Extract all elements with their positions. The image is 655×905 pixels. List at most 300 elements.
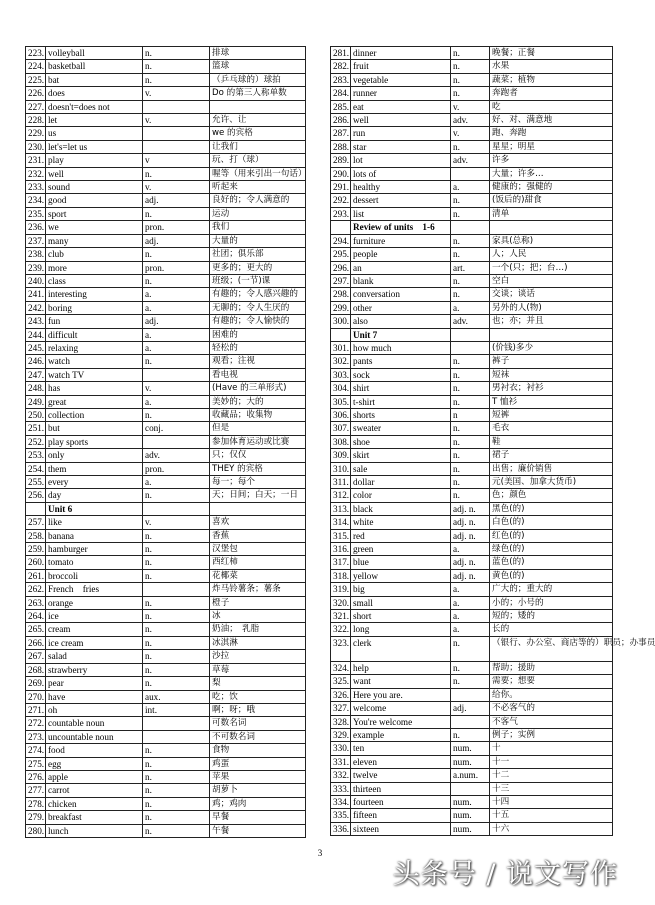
entry-meaning: 大量；许多… <box>490 167 613 180</box>
entry-word: boring <box>46 301 143 314</box>
vocab-row <box>331 636 613 661</box>
entry-number: 289. <box>331 154 351 167</box>
entry-number: 254. <box>26 462 46 475</box>
entry-number: 285. <box>331 100 351 113</box>
entry-number: 299. <box>331 301 351 314</box>
entry-word: eat <box>351 100 451 113</box>
entry-part-of-speech: n. <box>143 650 210 663</box>
entry-number: 290. <box>331 167 351 180</box>
entry-part-of-speech <box>143 127 210 140</box>
entry-meaning: 鸡蛋 <box>210 757 306 770</box>
entry-number: 331. <box>331 755 351 768</box>
section-heading-row <box>331 221 613 234</box>
entry-meaning: 午餐 <box>210 824 306 837</box>
entry-number: 227. <box>26 100 46 113</box>
entry-word: also <box>351 315 451 328</box>
vocab-row <box>26 610 306 623</box>
entry-meaning: 啊；呀；哦 <box>210 703 306 716</box>
vocab-row <box>331 688 613 701</box>
entry-word: star <box>351 140 451 153</box>
entry-part-of-speech: n. <box>451 73 490 86</box>
entry-part-of-speech: n. <box>143 167 210 180</box>
vocab-row <box>331 596 613 609</box>
entry-meaning: 喜欢 <box>210 516 306 529</box>
entry-meaning: 观看；注视 <box>210 355 306 368</box>
entry-part-of-speech <box>451 341 490 354</box>
entry-meaning: 苹果 <box>210 770 306 783</box>
entry-word: sweater <box>351 422 451 435</box>
entry-word: carrot <box>46 784 143 797</box>
entry-part-of-speech: n. <box>451 462 490 475</box>
vocab-row <box>331 769 613 782</box>
vocab-row <box>26 543 306 556</box>
entry-part-of-speech: adj. n. <box>451 516 490 529</box>
entry-part-of-speech: n. <box>451 355 490 368</box>
vocab-row <box>26 100 306 113</box>
entry-number: 305. <box>331 395 351 408</box>
entry-meaning: 奔跑者 <box>490 87 613 100</box>
entry-part-of-speech <box>451 221 490 234</box>
vocab-row <box>331 194 613 207</box>
vocab-row <box>331 502 613 515</box>
entry-part-of-speech: n. <box>143 770 210 783</box>
entry-word: let <box>46 114 143 127</box>
entry-meaning: 玩、打（球） <box>210 154 306 167</box>
vocab-row <box>26 315 306 328</box>
entry-word: runner <box>351 87 451 100</box>
entry-number: 332. <box>331 769 351 782</box>
entry-meaning: 社团；俱乐部 <box>210 248 306 261</box>
entry-part-of-speech: n. <box>143 811 210 824</box>
entry-word: good <box>46 194 143 207</box>
entry-part-of-speech: adv. <box>451 114 490 127</box>
entry-part-of-speech: v. <box>143 114 210 127</box>
entry-meaning: T 恤衫 <box>490 395 613 408</box>
entry-meaning: 也；亦；并且 <box>490 315 613 328</box>
entry-number: 258. <box>26 529 46 542</box>
vocab-row <box>26 154 306 167</box>
entry-part-of-speech: n. <box>451 476 490 489</box>
vocab-row <box>331 248 613 261</box>
entry-meaning <box>490 328 613 341</box>
entry-part-of-speech: aux. <box>143 690 210 703</box>
vocab-row <box>26 663 306 676</box>
entry-meaning: 晚餐；正餐 <box>490 47 613 60</box>
entry-number: 235. <box>26 207 46 220</box>
entry-meaning: 沙拉 <box>210 650 306 663</box>
entry-meaning: 花椰菜 <box>210 569 306 582</box>
entry-part-of-speech <box>451 167 490 180</box>
entry-meaning: 草莓 <box>210 663 306 676</box>
entry-number: 272. <box>26 717 46 730</box>
vocab-row <box>26 811 306 824</box>
entry-word: play sports <box>46 435 143 448</box>
entry-meaning: 星星；明星 <box>490 140 613 153</box>
entry-part-of-speech: n. <box>451 248 490 261</box>
vocab-row <box>331 408 613 421</box>
vocab-row <box>26 569 306 582</box>
entry-part-of-speech: num. <box>451 795 490 808</box>
entry-meaning: 男衬衣；衬衫 <box>490 382 613 395</box>
vocab-row <box>26 449 306 462</box>
vocab-row <box>331 449 613 462</box>
entry-part-of-speech: n. <box>143 784 210 797</box>
entry-part-of-speech: a. <box>451 301 490 314</box>
entry-number: 329. <box>331 728 351 741</box>
entry-word: pear <box>46 677 143 690</box>
entry-word: but <box>46 422 143 435</box>
entry-number: 295. <box>331 248 351 261</box>
entry-word: healthy <box>351 181 451 194</box>
entry-meaning: 可数名词 <box>210 717 306 730</box>
entry-word: day <box>46 489 143 502</box>
entry-word: many <box>46 234 143 247</box>
entry-meaning: 炸马铃薯条；薯条 <box>210 583 306 596</box>
entry-word: t-shirt <box>351 395 451 408</box>
entry-number: 287. <box>331 127 351 140</box>
vocab-row <box>331 795 613 808</box>
entry-part-of-speech: n. <box>143 797 210 810</box>
vocab-row <box>331 274 613 287</box>
entry-meaning: 班级；(一节)课 <box>210 274 306 287</box>
entry-word: how much <box>351 341 451 354</box>
entry-word: Here you are. <box>351 688 451 701</box>
entry-meaning: 绿色(的) <box>490 543 613 556</box>
entry-word: countable noun <box>46 717 143 730</box>
entry-meaning: 早餐 <box>210 811 306 824</box>
entry-word: green <box>351 543 451 556</box>
entry-word: watch <box>46 355 143 368</box>
entry-meaning: 毛衣 <box>490 422 613 435</box>
entry-part-of-speech: n. <box>143 207 210 220</box>
entry-word: well <box>351 114 451 127</box>
entry-number: 276. <box>26 770 46 783</box>
entry-word: big <box>351 583 451 596</box>
entry-meaning: 蓝色(的) <box>490 556 613 569</box>
entry-number: 237. <box>26 234 46 247</box>
vocab-row <box>26 757 306 770</box>
entry-meaning: 十四 <box>490 795 613 808</box>
vocab-row <box>331 661 613 674</box>
entry-number: 304. <box>331 382 351 395</box>
entry-meaning: 运动 <box>210 207 306 220</box>
vocab-row <box>331 140 613 153</box>
entry-part-of-speech: n. <box>143 744 210 757</box>
entry-meaning: 西红柿 <box>210 556 306 569</box>
entry-meaning: 吃；饮 <box>210 690 306 703</box>
entry-part-of-speech: n. <box>143 408 210 421</box>
entry-word: basketball <box>46 60 143 73</box>
entry-word: blue <box>351 556 451 569</box>
vocab-row <box>26 596 306 609</box>
vocab-row <box>331 87 613 100</box>
entry-meaning: 许多 <box>490 154 613 167</box>
entry-part-of-speech: num. <box>451 809 490 822</box>
entry-word: You're welcome <box>351 715 451 728</box>
entry-word: other <box>351 301 451 314</box>
entry-word: yellow <box>351 569 451 582</box>
vocab-row <box>26 127 306 140</box>
entry-part-of-speech: v. <box>451 127 490 140</box>
entry-part-of-speech: v. <box>143 516 210 529</box>
entry-number: 298. <box>331 288 351 301</box>
entry-word: only <box>46 449 143 462</box>
vocab-row <box>331 154 613 167</box>
entry-part-of-speech: num. <box>451 822 490 835</box>
entry-number: 314. <box>331 516 351 529</box>
entry-word: clerk <box>351 636 451 661</box>
entry-word: conversation <box>351 288 451 301</box>
entry-meaning: 红色(的) <box>490 529 613 542</box>
entry-meaning: 看电视 <box>210 368 306 381</box>
entry-number: 336. <box>331 822 351 835</box>
entry-number: 317. <box>331 556 351 569</box>
entry-word: broccoli <box>46 569 143 582</box>
entry-number: 230. <box>26 140 46 153</box>
entry-word: skirt <box>351 449 451 462</box>
entry-part-of-speech: a. <box>143 328 210 341</box>
entry-part-of-speech: n. <box>451 87 490 100</box>
entry-meaning: 让我们 <box>210 140 306 153</box>
entry-number: 302. <box>331 355 351 368</box>
entry-number: 288. <box>331 140 351 153</box>
entry-part-of-speech: pron. <box>143 221 210 234</box>
entry-part-of-speech: n. <box>143 489 210 502</box>
entry-meaning: 良好的；令人满意的 <box>210 194 306 207</box>
entry-word: great <box>46 395 143 408</box>
entry-word: small <box>351 596 451 609</box>
entry-number: 271. <box>26 703 46 716</box>
entry-word: vegetable <box>351 73 451 86</box>
vocab-row <box>26 261 306 274</box>
entry-meaning: 奶油； 乳脂 <box>210 623 306 636</box>
entry-word: run <box>351 127 451 140</box>
entry-number: 315. <box>331 529 351 542</box>
vocab-row <box>331 47 613 60</box>
entry-part-of-speech: n. <box>451 194 490 207</box>
entry-part-of-speech: n. <box>451 140 490 153</box>
entry-part-of-speech: n. <box>451 288 490 301</box>
entry-word: ice cream <box>46 636 143 649</box>
entry-number: 243. <box>26 315 46 328</box>
entry-number: 300. <box>331 315 351 328</box>
vocab-row <box>26 623 306 636</box>
entry-word: long <box>351 623 451 636</box>
entry-number: 250. <box>26 408 46 421</box>
entry-meaning: 十六 <box>490 822 613 835</box>
vocab-row <box>26 516 306 529</box>
entry-meaning: 吃 <box>490 100 613 113</box>
entry-part-of-speech: adj. <box>143 315 210 328</box>
page-number: 3 <box>317 848 323 858</box>
entry-number: 255. <box>26 476 46 489</box>
entry-number: 312. <box>331 489 351 502</box>
entry-number: 263. <box>26 596 46 609</box>
entry-part-of-speech <box>143 368 210 381</box>
entry-word: we <box>46 221 143 234</box>
entry-number: 321. <box>331 610 351 623</box>
entry-meaning: 不必客气的 <box>490 702 613 715</box>
entry-meaning: 家具(总称) <box>490 234 613 247</box>
entry-word: salad <box>46 650 143 663</box>
entry-number: 283. <box>331 73 351 86</box>
entry-meaning: 健康的；强健的 <box>490 181 613 194</box>
vocab-row <box>26 744 306 757</box>
entry-word: Unit 6 <box>46 502 143 515</box>
entry-number: 236. <box>26 221 46 234</box>
entry-number: 286. <box>331 114 351 127</box>
entry-word: list <box>351 207 451 220</box>
entry-word: ten <box>351 742 451 755</box>
entry-number: 260. <box>26 556 46 569</box>
entry-word: furniture <box>351 234 451 247</box>
entry-number: 311. <box>331 476 351 489</box>
vocab-row <box>331 516 613 529</box>
entry-part-of-speech: n. <box>143 596 210 609</box>
entry-word: twelve <box>351 769 451 782</box>
vocab-row <box>26 717 306 730</box>
vocab-row <box>331 60 613 73</box>
entry-meaning: 交谈；谈话 <box>490 288 613 301</box>
entry-number: 267. <box>26 650 46 663</box>
vocab-row <box>331 742 613 755</box>
entry-meaning: 轻松的 <box>210 341 306 354</box>
entry-meaning <box>490 221 613 234</box>
entry-meaning: we 的宾格 <box>210 127 306 140</box>
entry-part-of-speech: n. <box>143 677 210 690</box>
entry-number: 330. <box>331 742 351 755</box>
entry-word: help <box>351 661 451 674</box>
entry-meaning: 好、对、满意地 <box>490 114 613 127</box>
vocab-row <box>26 288 306 301</box>
entry-word: fifteen <box>351 809 451 822</box>
entry-meaning: 十二 <box>490 769 613 782</box>
entry-meaning: 冰淇淋 <box>210 636 306 649</box>
entry-word: white <box>351 516 451 529</box>
entry-number: 303. <box>331 368 351 381</box>
vocab-row <box>26 784 306 797</box>
vocab-row <box>26 301 306 314</box>
entry-number: 259. <box>26 543 46 556</box>
entry-word: sale <box>351 462 451 475</box>
vocab-row <box>331 543 613 556</box>
entry-word: have <box>46 690 143 703</box>
vocab-row <box>26 422 306 435</box>
vocab-row <box>26 341 306 354</box>
entry-word: sock <box>351 368 451 381</box>
entry-part-of-speech: art. <box>451 261 490 274</box>
vocab-row <box>26 114 306 127</box>
entry-meaning: 食物 <box>210 744 306 757</box>
entry-part-of-speech <box>451 328 490 341</box>
entry-meaning: 不客气 <box>490 715 613 728</box>
entry-word: people <box>351 248 451 261</box>
watermark-text: 头条号 / 说文写作 <box>392 859 618 890</box>
entry-number: 231. <box>26 154 46 167</box>
entry-meaning: 黑色(的) <box>490 502 613 515</box>
vocab-row <box>331 583 613 596</box>
vocab-row <box>331 355 613 368</box>
entry-meaning: 收藏品；收集物 <box>210 408 306 421</box>
entry-meaning: 十三 <box>490 782 613 795</box>
vocab-row <box>331 167 613 180</box>
entry-part-of-speech: int. <box>143 703 210 716</box>
entry-word: oh <box>46 703 143 716</box>
entry-part-of-speech: n. <box>451 661 490 674</box>
entry-meaning: 例子；实例 <box>490 728 613 741</box>
entry-word: tomato <box>46 556 143 569</box>
entry-part-of-speech <box>143 730 210 743</box>
entry-word: lunch <box>46 824 143 837</box>
entry-number <box>331 328 351 341</box>
entry-part-of-speech: adj. <box>143 234 210 247</box>
entry-number: 275. <box>26 757 46 770</box>
entry-word: strawberry <box>46 663 143 676</box>
entry-number: 240. <box>26 274 46 287</box>
entry-word: difficult <box>46 328 143 341</box>
entry-meaning: 跑、奔跑 <box>490 127 613 140</box>
entry-number: 323. <box>331 636 351 661</box>
entry-number: 246. <box>26 355 46 368</box>
vocab-row <box>331 341 613 354</box>
vocab-row <box>331 569 613 582</box>
vocab-row <box>331 702 613 715</box>
entry-word: fourteen <box>351 795 451 808</box>
entry-word: short <box>351 610 451 623</box>
entry-part-of-speech: a. <box>451 596 490 609</box>
entry-meaning: 给你。 <box>490 688 613 701</box>
entry-part-of-speech: pron. <box>143 462 210 475</box>
entry-part-of-speech: n. <box>143 610 210 623</box>
entry-number: 327. <box>331 702 351 715</box>
entry-word: fruit <box>351 60 451 73</box>
entry-part-of-speech: n. <box>451 449 490 462</box>
entry-word: more <box>46 261 143 274</box>
vocab-row <box>26 328 306 341</box>
entry-meaning: 小的；小号的 <box>490 596 613 609</box>
entry-part-of-speech: n. <box>143 569 210 582</box>
entry-word: chicken <box>46 797 143 810</box>
entry-part-of-speech: a. <box>143 395 210 408</box>
vocab-row <box>26 435 306 448</box>
entry-number: 313. <box>331 502 351 515</box>
entry-word: shoe <box>351 435 451 448</box>
entry-number: 294. <box>331 234 351 247</box>
entry-word: red <box>351 529 451 542</box>
entry-number: 238. <box>26 248 46 261</box>
entry-word: black <box>351 502 451 515</box>
entry-part-of-speech: n. <box>143 529 210 542</box>
vocab-row <box>26 382 306 395</box>
entry-number: 269. <box>26 677 46 690</box>
entry-number: 257. <box>26 516 46 529</box>
entry-number: 268. <box>26 663 46 676</box>
entry-word: fun <box>46 315 143 328</box>
entry-meaning: 困难的 <box>210 328 306 341</box>
entry-meaning: (Have 的三单形式) <box>210 382 306 395</box>
vocab-row <box>331 610 613 623</box>
vocab-row <box>26 368 306 381</box>
entry-part-of-speech: adj. n. <box>451 502 490 515</box>
section-heading-row <box>331 328 613 341</box>
entry-number: 280. <box>26 824 46 837</box>
entry-number: 252. <box>26 435 46 448</box>
entry-part-of-speech: n. <box>143 663 210 676</box>
entry-part-of-speech: a. <box>143 341 210 354</box>
entry-number: 242. <box>26 301 46 314</box>
vocab-row <box>26 395 306 408</box>
entry-word: every <box>46 476 143 489</box>
